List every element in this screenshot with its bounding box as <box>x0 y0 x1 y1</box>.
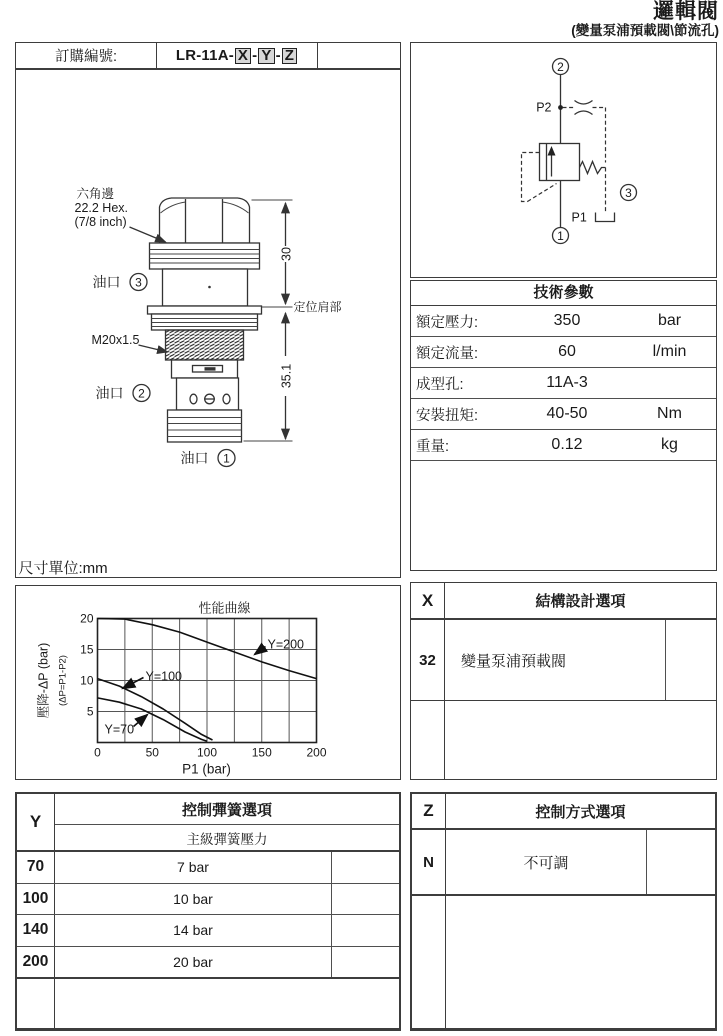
svg-text:定位肩部: 定位肩部 <box>293 300 342 314</box>
port2-label <box>96 385 151 402</box>
port3-label <box>93 274 148 291</box>
chart-x-axis-label: P1 (bar) <box>182 761 231 777</box>
chart-title: 性能曲線 <box>198 600 251 616</box>
x-empty-cell <box>445 701 716 779</box>
port1-label <box>181 450 236 467</box>
z-table-title: 控制方式選項 <box>535 803 626 821</box>
z-empty-key-cell <box>412 896 446 1028</box>
svg-text:30: 30 <box>279 247 294 261</box>
tech-value: 40-50 <box>546 405 588 422</box>
order-code-x: X <box>235 48 251 64</box>
y-row-desc: 10 bar <box>55 884 332 915</box>
order-code-y: Y <box>258 48 274 64</box>
tech-unit: kg <box>661 436 678 453</box>
z-empty-cell <box>446 896 715 1028</box>
svg-text:Y=200: Y=200 <box>267 637 304 652</box>
performance-chart <box>16 586 398 777</box>
z-row-spare-cell <box>647 830 715 894</box>
chart-y-axis-sublabel: (ΔP=P1-P2) <box>57 655 69 706</box>
order-number-label: 訂購編號: <box>16 43 157 68</box>
y-row-code: 100 <box>17 884 55 915</box>
chart-y-axis-label: 壓降-ΔP (bar) <box>36 642 51 719</box>
y-options-table <box>15 792 401 1031</box>
svg-text:3: 3 <box>135 275 142 290</box>
y-row-code: 200 <box>17 947 55 978</box>
valve-symbol <box>540 144 580 181</box>
tech-label: 額定流量: <box>416 345 479 362</box>
y-table-header <box>17 794 399 852</box>
valve-drawing-box <box>15 69 401 578</box>
series-annotation-y70 <box>105 715 148 737</box>
tech-label: 重量: <box>416 438 450 455</box>
x-table-empty-row <box>411 701 716 779</box>
x-row-desc: 變量泵浦預載閥 <box>445 620 666 700</box>
z-table-key: Z <box>412 794 446 828</box>
y-row-code: 70 <box>17 852 55 883</box>
tech-row-flow <box>411 337 716 368</box>
y-row-spare-cell <box>332 852 399 883</box>
y-row-spare-cell <box>332 947 399 978</box>
dimension-35-1 <box>244 313 294 441</box>
orifice-icon <box>563 101 606 115</box>
chart-plot-area <box>80 612 327 760</box>
z-options-table <box>410 792 717 1031</box>
svg-text:3: 3 <box>625 186 632 200</box>
port2-symbol <box>553 59 569 75</box>
y-table-key: Y <box>17 794 55 850</box>
dimension-unit-note: 尺寸單位:mm <box>18 560 108 575</box>
x-table-header <box>411 583 716 620</box>
svg-text:150: 150 <box>251 745 272 760</box>
z-table-row <box>412 830 715 896</box>
svg-text:2: 2 <box>138 386 145 401</box>
valve-slot-section <box>172 360 238 378</box>
x-table-key: X <box>411 583 445 618</box>
x-table-title: 結構設計選項 <box>535 593 626 610</box>
tech-label: 安裝扭矩: <box>416 407 479 424</box>
y-table-subtitle: 主級彈簧壓力 <box>186 831 268 847</box>
order-number-spare-cell <box>318 43 400 68</box>
valve-hex-head <box>160 198 250 243</box>
valve-cross-section-drawing <box>16 70 398 575</box>
valve-thread-section <box>166 330 244 360</box>
svg-text:0: 0 <box>94 745 101 760</box>
tech-unit: bar <box>657 312 682 329</box>
hydraulic-schematic-box <box>410 42 717 278</box>
svg-text:100: 100 <box>196 745 218 760</box>
svg-text:(7/8 inch): (7/8 inch) <box>74 215 127 229</box>
y-table-row <box>17 884 399 916</box>
svg-text:Y=100: Y=100 <box>145 669 182 684</box>
hydraulic-schematic <box>411 43 714 275</box>
port1-symbol <box>553 228 569 244</box>
x-options-table <box>410 582 717 780</box>
x-row-spare-cell <box>666 620 716 700</box>
tech-label: 成型孔: <box>416 376 464 393</box>
svg-text:10: 10 <box>80 673 94 688</box>
page-subtitle: (變量泵浦預載閥\節流孔) <box>571 23 719 38</box>
x-row-code: 32 <box>411 620 445 700</box>
y-empty-cell <box>55 979 399 1028</box>
page-title: 邏輯閥 <box>653 0 719 23</box>
tech-value: 350 <box>553 312 581 329</box>
y-table-row <box>17 947 399 980</box>
tech-row-cavity <box>411 368 716 399</box>
svg-text:5: 5 <box>86 704 94 719</box>
svg-text:M20x1.5: M20x1.5 <box>91 333 140 347</box>
svg-text:Y=70: Y=70 <box>104 722 135 737</box>
tech-params-title: 技術參數 <box>411 281 716 306</box>
thread-label <box>92 333 168 352</box>
y-row-desc: 20 bar <box>55 947 332 978</box>
y-table-row <box>17 915 399 947</box>
svg-text:15: 15 <box>80 642 94 657</box>
y-row-desc: 7 bar <box>55 852 332 883</box>
header <box>571 1 719 39</box>
z-table-header <box>412 794 715 830</box>
order-number-box <box>15 42 401 69</box>
tech-label: 額定壓力: <box>416 314 479 331</box>
spring-icon <box>580 162 606 174</box>
order-code-sep1: - <box>252 47 258 64</box>
svg-text:1: 1 <box>223 451 230 466</box>
performance-chart-box <box>15 585 401 780</box>
z-row-desc: 不可調 <box>446 830 647 894</box>
z-table-empty-row <box>412 896 715 1028</box>
tech-params-table <box>410 280 717 571</box>
valve-port2-body <box>177 378 239 410</box>
svg-text:200: 200 <box>306 745 327 760</box>
svg-text:22.2 Hex.: 22.2 Hex. <box>74 201 129 215</box>
p1-label: P1 <box>571 210 587 225</box>
order-code-z: Z <box>282 48 297 64</box>
z-row-code: N <box>412 830 446 894</box>
valve-positioning-shoulder <box>148 306 262 330</box>
y-empty-key-cell <box>17 979 55 1028</box>
tech-unit: l/min <box>652 343 687 360</box>
x-table-row <box>411 620 716 701</box>
valve-port3-body <box>163 269 248 306</box>
p2-label: P2 <box>536 100 552 115</box>
order-code-sep2: - <box>275 47 281 64</box>
x-empty-key-cell <box>411 701 445 779</box>
y-table-empty-row <box>17 979 399 1028</box>
port3-symbol <box>621 185 637 201</box>
shoulder-label <box>262 299 342 314</box>
svg-text:1: 1 <box>557 229 564 243</box>
drain-port-symbol <box>596 213 615 222</box>
tech-row-weight <box>411 430 716 461</box>
tech-value: 0.12 <box>551 436 583 453</box>
order-number-code <box>157 43 318 68</box>
svg-text:油口: 油口 <box>180 450 209 466</box>
p2-junction-dot <box>558 105 563 110</box>
svg-text:油口: 油口 <box>95 385 124 401</box>
svg-text:六角邊: 六角邊 <box>76 187 115 201</box>
order-code-prefix: LR-11A- <box>175 47 234 64</box>
y-table-row <box>17 852 399 884</box>
svg-text:35.1: 35.1 <box>279 363 294 389</box>
svg-text:油口: 油口 <box>92 274 121 290</box>
y-row-desc: 14 bar <box>55 915 332 946</box>
svg-text:2: 2 <box>557 60 564 74</box>
valve-upper-flange <box>150 243 260 269</box>
valve-bottom-nose <box>168 410 242 442</box>
y-row-spare-cell <box>332 884 399 915</box>
y-row-spare-cell <box>332 915 399 946</box>
y-row-code: 140 <box>17 915 55 946</box>
svg-text:20: 20 <box>80 611 94 626</box>
tech-unit: Nm <box>657 405 682 422</box>
tech-row-pressure <box>411 306 716 337</box>
hex-size-label <box>75 186 166 242</box>
y-table-title: 控制彈簧選項 <box>55 794 399 825</box>
tech-value: 60 <box>558 343 576 360</box>
tech-row-torque <box>411 399 716 430</box>
svg-text:50: 50 <box>145 745 159 760</box>
tech-value: 11A-3 <box>546 374 588 391</box>
